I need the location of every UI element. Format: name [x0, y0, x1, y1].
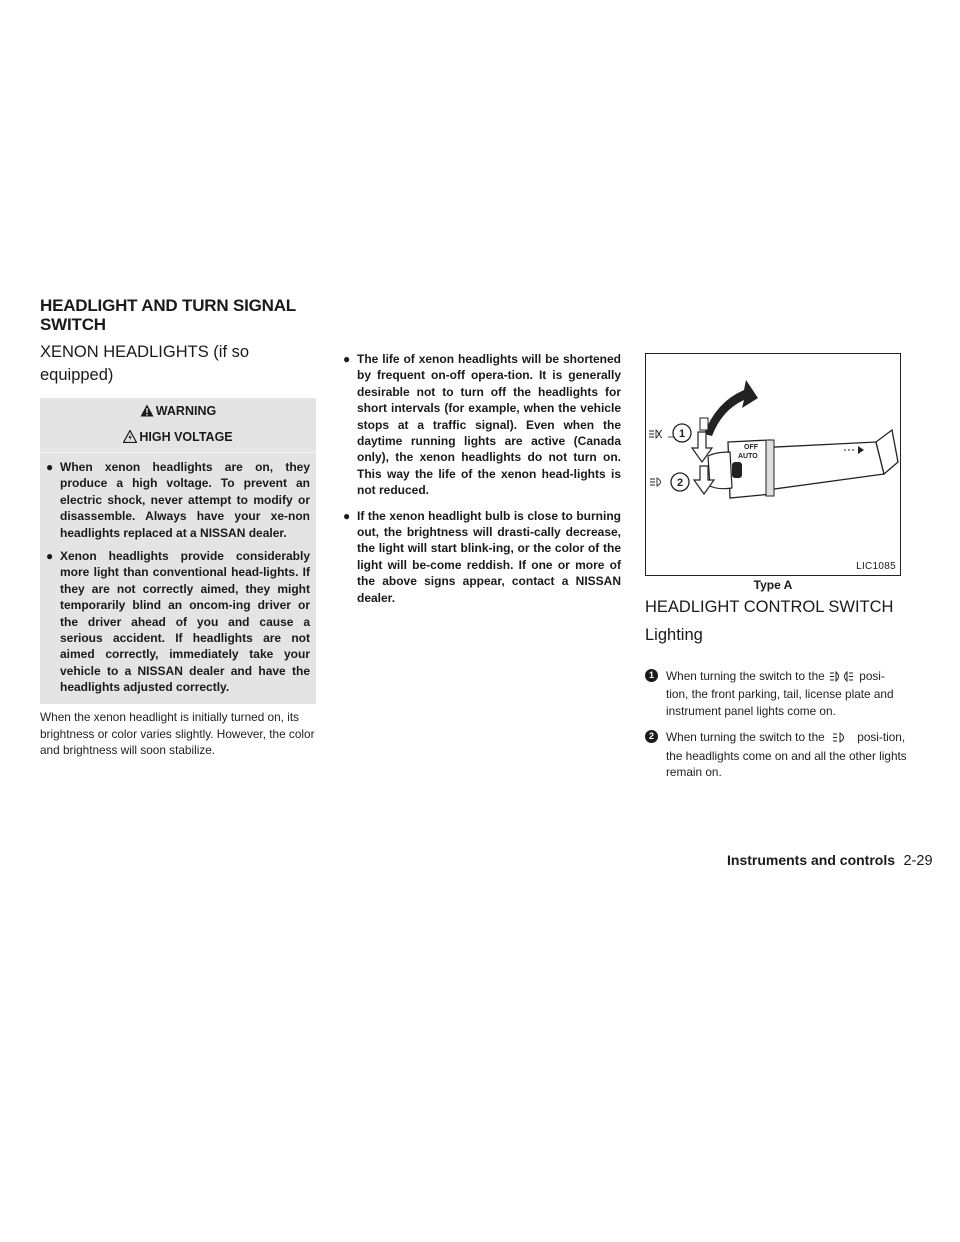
- footer-label: Instruments and controls: [727, 852, 896, 868]
- parking-light-symbol-icon: [649, 430, 662, 438]
- switch-illustration: [646, 354, 900, 575]
- auto-label: AUTO: [738, 453, 758, 460]
- off-label: OFF: [744, 444, 758, 451]
- warning-bullet: ● When xenon headlights are on, they produce a high voltage. To prevent an electric shock, never attempt to modify or disassemble. Always have your xe-non headlights replaced at a NISSAN dealer.: [46, 460, 310, 540]
- xenon-note: When the xenon headlight is initially turned on, its brightness or color varies slightly. However, the color and brightness will soon stabilize.: [40, 710, 315, 758]
- caution-bullet: ● The life of xenon headlights will be shortened by frequent on-off opera-tion. It is generally desirable not to turn off the headlights for short intervals (for example, when the vehicle stops at a traffic signal). Even when the daytime running lights are active (Canada only), the xenon headlights do not turn on. This way the life of the xenon head-lights is not reduced.: [343, 352, 621, 498]
- section-title: HEADLIGHT AND TURN SIGNAL SWITCH: [40, 296, 296, 334]
- caution-bullet: ● If the xenon headlight bulb is close to burning out, the brightness will drasti-cally decrease, the light will start blink-ing, or the color of the light will be-come reddish. If one or more of the above signs appear, contact a NISSAN dealer.: [343, 508, 621, 605]
- parking-light-icon: [829, 670, 855, 686]
- figure-caption: Type A: [753, 578, 793, 592]
- bullet-icon: ●: [46, 549, 54, 564]
- svg-text:1: 1: [678, 428, 686, 440]
- switch-figure: [645, 353, 901, 576]
- warning-header: WARNING: [40, 403, 316, 421]
- figure-code: LIC1085: [856, 561, 896, 572]
- bullet-icon: ●: [343, 508, 351, 523]
- page-number: 2-29: [903, 853, 933, 869]
- bullet-icon: ●: [46, 460, 54, 474]
- control-heading: HEADLIGHT CONTROL SWITCH: [645, 598, 894, 616]
- warning-triangle-icon: [140, 404, 154, 421]
- high-voltage-icon: [123, 430, 137, 447]
- page-footer: [727, 852, 933, 870]
- warning-bullet: ● Xenon headlights provide considerably more light than conventional head-lights. If they are not correctly aimed, they might temporarily blind an oncom-ing driver or the driver ahead of you and cause a serious accident. If headlights are not aimed correctly, immediately take your vehicle to a NISSAN dealer and have the headlights adjusted correctly.: [46, 549, 310, 695]
- bullet-icon: ●: [343, 352, 351, 366]
- headlight-icon: [832, 731, 848, 747]
- svg-text:2: 2: [676, 477, 684, 489]
- step-2: 2 When turning the switch to the posi-tion, the headlights come on and all the other lights remain on.: [645, 729, 907, 780]
- step-1: 1 When turning the switch to the posi-tion, the front parking, tail, license plate and instrument panel lights come on.: [645, 668, 907, 719]
- caution-list: [343, 351, 621, 606]
- hazard-header: HIGH VOLTAGE: [40, 429, 316, 447]
- xenon-heading: XENON HEADLIGHTS (if so equipped): [40, 343, 250, 384]
- steps: [645, 668, 907, 780]
- warning-box: [40, 398, 316, 704]
- headlight-symbol-icon: [650, 478, 661, 486]
- lighting-subheading: Lighting: [645, 626, 703, 644]
